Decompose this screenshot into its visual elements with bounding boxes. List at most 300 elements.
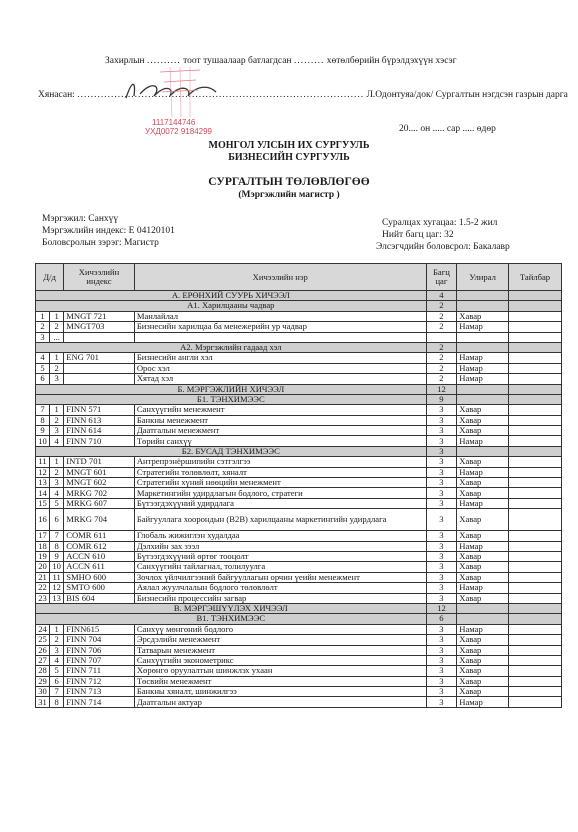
- course-name: Татварын менежмент: [134, 645, 426, 655]
- section-credit: 3: [426, 446, 457, 456]
- course-code: FINN 711: [64, 666, 135, 676]
- course-name: Бизнесийн харилцаа ба менежерийн ур чадвар: [134, 322, 426, 332]
- approval-end: хөтөлбөрийн бүрэлдэхүүн хэсэг: [326, 56, 457, 66]
- course-code: MNGT 601: [64, 467, 135, 477]
- row-number: 17: [36, 531, 50, 541]
- course-note: [509, 531, 562, 541]
- section-title: В1. ТЭНХИМЭЭС: [36, 614, 427, 624]
- duration: Суралцах хугацаа: 1.5-2 жил: [382, 218, 498, 228]
- section-row: [36, 394, 562, 404]
- row-number: 25: [36, 635, 50, 645]
- course-note: [509, 562, 562, 572]
- section-season: [457, 446, 509, 456]
- course-note: [509, 332, 562, 342]
- row-number: 10: [36, 436, 50, 446]
- section-credit: 2: [426, 301, 457, 311]
- section-title: А2. Мэргэжлийн гадаад хэл: [36, 342, 427, 352]
- table-row: [36, 488, 562, 498]
- course-code: MNGT703: [64, 322, 135, 332]
- course-name: Хятад хэл: [134, 374, 426, 384]
- course-code: INTD 701: [64, 457, 135, 467]
- course-note: [509, 311, 562, 321]
- row-subnumber: 2: [50, 322, 64, 332]
- curriculum-table: [35, 263, 562, 708]
- total-credits: Нийт багц цаг: 32: [382, 230, 454, 240]
- section-season: [457, 394, 509, 404]
- course-season: Намар: [457, 498, 509, 508]
- row-number: 18: [36, 541, 50, 551]
- course-note: [509, 426, 562, 436]
- table-body: [36, 291, 562, 708]
- row-subnumber: 9: [50, 551, 64, 561]
- table-row: [36, 436, 562, 446]
- row-subnumber: 11: [50, 572, 64, 582]
- table-row: [36, 332, 562, 342]
- table-row: [36, 457, 562, 467]
- course-name: Банкны хяналт, шинжилгээ: [134, 687, 426, 697]
- row-number: 29: [36, 676, 50, 686]
- table-row: [36, 583, 562, 593]
- section-title: Б2. БУСАД ТЭНХИМЭЭС: [36, 446, 427, 456]
- row-subnumber: 1: [50, 405, 64, 415]
- col-header-season: Улирал: [457, 264, 509, 291]
- course-name: Банкны менежмент: [134, 415, 426, 425]
- course-season: Хавар: [457, 645, 509, 655]
- course-credit: 3: [426, 415, 457, 425]
- section-note: [509, 394, 562, 404]
- course-credit: 2: [426, 353, 457, 363]
- course-code: [64, 332, 135, 342]
- course-note: [509, 666, 562, 676]
- course-season: Намар: [457, 541, 509, 551]
- course-name: Санхүүгийн менежмент: [134, 405, 426, 415]
- course-season: Намар: [457, 583, 509, 593]
- section-title: Б. МЭРГЭЖЛИЙН ХИЧЭЭЛ: [36, 384, 427, 394]
- row-subnumber: 1: [50, 353, 64, 363]
- course-season: Хавар: [457, 655, 509, 665]
- course-credit: 3: [426, 624, 457, 634]
- date-line: 20.... он ..... сар ..... өдөр: [399, 124, 496, 134]
- section-row: [36, 342, 562, 352]
- row-number: 4: [36, 353, 50, 363]
- course-code: BIS 604: [64, 593, 135, 603]
- doc-title: СУРГАЛТЫН ТӨЛӨВЛӨГӨӨ: [208, 176, 370, 188]
- row-subnumber: 2: [50, 363, 64, 373]
- table-row: [36, 676, 562, 686]
- course-name: Антрепрэнёршипийн сэтгэлгээ: [134, 457, 426, 467]
- row-subnumber: 12: [50, 583, 64, 593]
- course-season: Хавар: [457, 478, 509, 488]
- table-row: [36, 697, 562, 707]
- course-code: ACCN 611: [64, 562, 135, 572]
- stamp-text-1: 1117144746: [152, 118, 196, 127]
- section-season: [457, 603, 509, 613]
- row-number: 5: [36, 363, 50, 373]
- course-note: [509, 436, 562, 446]
- table-row: [36, 374, 562, 384]
- course-season: Намар: [457, 322, 509, 332]
- course-credit: 3: [426, 457, 457, 467]
- course-credit: 3: [426, 436, 457, 446]
- course-name: Санхүү мөнгөний бодлого: [134, 624, 426, 634]
- section-row: [36, 291, 562, 301]
- row-number: 15: [36, 498, 50, 508]
- course-season: Хавар: [457, 562, 509, 572]
- section-credit: 4: [426, 291, 457, 301]
- section-title: Б1. ТЭНХИМЭЭС: [36, 394, 427, 404]
- row-subnumber: ...: [50, 332, 64, 342]
- row-number: 19: [36, 551, 50, 561]
- row-subnumber: 2: [50, 415, 64, 425]
- course-code: MRKG 702: [64, 488, 135, 498]
- row-number: 11: [36, 457, 50, 467]
- course-credit: 2: [426, 322, 457, 332]
- section-title: А1. Харилцааны чадвар: [36, 301, 427, 311]
- course-code: FINN615: [64, 624, 135, 634]
- table-row: [36, 509, 562, 531]
- university-name: МОНГОЛ УЛСЫН ИХ СУРГУУЛЬ: [208, 140, 370, 151]
- row-number: 9: [36, 426, 50, 436]
- section-note: [509, 614, 562, 624]
- course-credit: 3: [426, 531, 457, 541]
- table-row: [36, 572, 562, 582]
- course-name: Орос хэл: [134, 363, 426, 373]
- course-code: [64, 374, 135, 384]
- row-subnumber: 4: [50, 655, 64, 665]
- course-note: [509, 478, 562, 488]
- table-row: [36, 531, 562, 541]
- stamp-text-2: УХД0072 9184299: [145, 127, 212, 136]
- section-note: [509, 342, 562, 352]
- row-subnumber: 2: [50, 467, 64, 477]
- course-season: Намар: [457, 436, 509, 446]
- course-season: Хавар: [457, 426, 509, 436]
- course-code: FINN 712: [64, 676, 135, 686]
- course-season: Хавар: [457, 457, 509, 467]
- course-note: [509, 405, 562, 415]
- approver-name: Л.Одонтуяа/док/ Сургалтын нэгдсэн газрын дарга: [366, 90, 568, 100]
- course-name: Эрсдэлийн менежмент: [134, 635, 426, 645]
- col-header-credit: Багц цаг: [426, 264, 457, 291]
- row-number: 12: [36, 467, 50, 477]
- approval-label: Захирлын: [105, 56, 145, 66]
- section-row: [36, 603, 562, 613]
- course-name: Санхүүгийн тайлагнал, толилуулга: [134, 562, 426, 572]
- row-subnumber: 8: [50, 541, 64, 551]
- course-code: FINN 710: [64, 436, 135, 446]
- course-name: Стратегийн хүний нөөцийн менежмент: [134, 478, 426, 488]
- course-name: Аялал жуулчлалын бодлого төлөвлөлт: [134, 583, 426, 593]
- row-subnumber: 7: [50, 531, 64, 541]
- section-season: [457, 301, 509, 311]
- table-row: [36, 645, 562, 655]
- course-credit: 3: [426, 551, 457, 561]
- table-row: [36, 624, 562, 634]
- course-code: FINN 714: [64, 697, 135, 707]
- course-credit: 3: [426, 426, 457, 436]
- course-note: [509, 687, 562, 697]
- course-credit: 3: [426, 635, 457, 645]
- course-name: Зочлох үйлчилгээний байгууллагын орчин үеийн менежмент: [134, 572, 426, 582]
- row-subnumber: 7: [50, 687, 64, 697]
- row-subnumber: 10: [50, 562, 64, 572]
- course-season: Хавар: [457, 509, 509, 531]
- table-row: [36, 467, 562, 477]
- section-title: А. ЕРӨНХИЙ СУУРЬ ХИЧЭЭЛ: [36, 291, 427, 301]
- course-code: FINN 614: [64, 426, 135, 436]
- course-note: [509, 467, 562, 477]
- section-note: [509, 291, 562, 301]
- row-subnumber: 1: [50, 624, 64, 634]
- row-number: 16: [36, 509, 50, 531]
- course-note: [509, 676, 562, 686]
- course-name: Манлайлал: [134, 311, 426, 321]
- course-name: Даатгалын менежмент: [134, 426, 426, 436]
- course-code: SMTO 600: [64, 583, 135, 593]
- course-code: FINN 571: [64, 405, 135, 415]
- section-credit: 9: [426, 394, 457, 404]
- col-header-num: Д/д: [36, 264, 64, 291]
- section-credit: 6: [426, 614, 457, 624]
- course-credit: 3: [426, 467, 457, 477]
- table-row: [36, 405, 562, 415]
- col-header-code: Хичээлийн индекс: [64, 264, 135, 291]
- row-subnumber: 5: [50, 666, 64, 676]
- course-credit: 3: [426, 405, 457, 415]
- section-row: [36, 301, 562, 311]
- course-season: Хавар: [457, 405, 509, 415]
- table-row: [36, 498, 562, 508]
- row-number: 14: [36, 488, 50, 498]
- course-name: Даатгалын актуар: [134, 697, 426, 707]
- course-name: Глобаль жижиглэн худалдаа: [134, 531, 426, 541]
- course-season: Хавар: [457, 488, 509, 498]
- course-credit: 3: [426, 583, 457, 593]
- row-number: 27: [36, 655, 50, 665]
- course-name: Бүтээгдэхүүний өртөг тооцолт: [134, 551, 426, 561]
- course-credit: 3: [426, 478, 457, 488]
- row-subnumber: 4: [50, 436, 64, 446]
- table-row: [36, 655, 562, 665]
- course-season: Хавар: [457, 593, 509, 603]
- checked-label: Хянасан:: [38, 90, 75, 100]
- course-season: Намар: [457, 467, 509, 477]
- table-row: [36, 593, 562, 603]
- degree: Боловсролын зэрэг: Магистр: [42, 238, 159, 248]
- row-number: 21: [36, 572, 50, 582]
- course-note: [509, 697, 562, 707]
- section-note: [509, 446, 562, 456]
- course-note: [509, 415, 562, 425]
- section-season: [457, 342, 509, 352]
- course-code: [64, 363, 135, 373]
- course-name: Байгууллага хоорондын (B2B) харилцааны маркетингийн удирдлага: [134, 509, 426, 531]
- course-season: Хавар: [457, 572, 509, 582]
- table-row: [36, 322, 562, 332]
- course-name: Дэлхийн зах зээл: [134, 541, 426, 551]
- course-credit: 3: [426, 666, 457, 676]
- course-season: Хавар: [457, 551, 509, 561]
- col-header-note: Тайлбар: [509, 264, 562, 291]
- doc-subtitle: (Мэргэжлийн магистр ): [238, 190, 340, 200]
- course-credit: 3: [426, 655, 457, 665]
- col-header-name: Хичээлийн нэр: [134, 264, 426, 291]
- course-code: MNGT 602: [64, 478, 135, 488]
- school-name: БИЗНЕСИЙН СУРГУУЛЬ: [228, 152, 350, 163]
- row-subnumber: 8: [50, 697, 64, 707]
- section-credit: 2: [426, 342, 457, 352]
- course-credit: [426, 332, 457, 342]
- row-number: 30: [36, 687, 50, 697]
- section-note: [509, 301, 562, 311]
- table-header-row: [36, 264, 562, 291]
- row-number: 2: [36, 322, 50, 332]
- table-row: [36, 666, 562, 676]
- course-note: [509, 363, 562, 373]
- course-name: Маркетингийн удирдлагын бодлого, стратеги: [134, 488, 426, 498]
- course-name: Стратегийн төлөвлөлт, хяналт: [134, 467, 426, 477]
- course-credit: 3: [426, 676, 457, 686]
- row-number: 23: [36, 593, 50, 603]
- course-credit: 3: [426, 572, 457, 582]
- row-subnumber: 1: [50, 311, 64, 321]
- course-name: Бизнесийн англи хэл: [134, 353, 426, 363]
- course-name: Хөрөнгө оруулалтын шинжлэх ухаан: [134, 666, 426, 676]
- row-number: 24: [36, 624, 50, 634]
- section-credit: 12: [426, 384, 457, 394]
- section-title: В. МЭРГЭШҮҮЛЭХ ХИЧЭЭЛ: [36, 603, 427, 613]
- table-row: [36, 687, 562, 697]
- row-number: 1: [36, 311, 50, 321]
- course-credit: 3: [426, 645, 457, 655]
- course-season: Намар: [457, 363, 509, 373]
- course-season: Хавар: [457, 676, 509, 686]
- section-note: [509, 384, 562, 394]
- course-name: Санхүүгийн эконометрикс: [134, 655, 426, 665]
- course-season: Хавар: [457, 687, 509, 697]
- row-subnumber: 13: [50, 593, 64, 603]
- row-subnumber: 3: [50, 374, 64, 384]
- row-number: 26: [36, 645, 50, 655]
- table-row: [36, 311, 562, 321]
- course-name: Бүтээгдэхүүний удирдлага: [134, 498, 426, 508]
- course-code: FINN 713: [64, 687, 135, 697]
- course-code: COMR 611: [64, 531, 135, 541]
- table-row: [36, 478, 562, 488]
- course-credit: 3: [426, 697, 457, 707]
- row-number: 7: [36, 405, 50, 415]
- course-note: [509, 635, 562, 645]
- table-row: [36, 635, 562, 645]
- course-credit: 3: [426, 541, 457, 551]
- table-row: [36, 426, 562, 436]
- specialty-index: Мэргэжлийн индекс: Е 04120101: [42, 226, 175, 236]
- course-credit: 2: [426, 363, 457, 373]
- course-code: FINN 704: [64, 635, 135, 645]
- course-code: FINN 706: [64, 645, 135, 655]
- row-number: 6: [36, 374, 50, 384]
- table-row: [36, 353, 562, 363]
- row-number: 22: [36, 583, 50, 593]
- section-note: [509, 603, 562, 613]
- course-note: [509, 457, 562, 467]
- checked-line: Хянасан: ..................................................................................... Л.Одонтуяа/док/ Сургалтын нэгдсэн газрын дарга: [38, 90, 568, 100]
- course-code: COMR 612: [64, 541, 135, 551]
- table-row: [36, 415, 562, 425]
- row-subnumber: 3: [50, 645, 64, 655]
- row-subnumber: 1: [50, 457, 64, 467]
- course-note: [509, 498, 562, 508]
- table-row: [36, 541, 562, 551]
- course-season: [457, 332, 509, 342]
- course-note: [509, 488, 562, 498]
- course-note: [509, 645, 562, 655]
- course-code: ACCN 610: [64, 551, 135, 561]
- course-season: Намар: [457, 353, 509, 363]
- row-subnumber: 3: [50, 478, 64, 488]
- section-row: [36, 446, 562, 456]
- section-row: [36, 614, 562, 624]
- specialty: Мэргэжил: Санхүү: [42, 214, 119, 224]
- row-number: 13: [36, 478, 50, 488]
- course-season: Хавар: [457, 635, 509, 645]
- course-code: MRKG 704: [64, 509, 135, 531]
- section-season: [457, 384, 509, 394]
- course-credit: 3: [426, 509, 457, 531]
- course-note: [509, 655, 562, 665]
- course-season: Намар: [457, 374, 509, 384]
- course-note: [509, 593, 562, 603]
- course-credit: 3: [426, 687, 457, 697]
- course-note: [509, 374, 562, 384]
- row-number: 3: [36, 332, 50, 342]
- course-season: Хавар: [457, 311, 509, 321]
- course-credit: 2: [426, 311, 457, 321]
- row-subnumber: 3: [50, 426, 64, 436]
- course-note: [509, 509, 562, 531]
- row-number: 28: [36, 666, 50, 676]
- row-subnumber: 6: [50, 509, 64, 531]
- course-note: [509, 322, 562, 332]
- section-row: [36, 384, 562, 394]
- entry-level: Элсэгчдийн боловсрол: Бакалавр: [376, 242, 510, 252]
- course-note: [509, 541, 562, 551]
- course-season: Хавар: [457, 531, 509, 541]
- course-credit: 3: [426, 562, 457, 572]
- row-number: 20: [36, 562, 50, 572]
- row-subnumber: 6: [50, 676, 64, 686]
- course-name: Бизнесийн процессийн загвар: [134, 593, 426, 603]
- course-code: MRKG 607: [64, 498, 135, 508]
- row-number: 31: [36, 697, 50, 707]
- course-credit: 2: [426, 374, 457, 384]
- course-name: [134, 332, 426, 342]
- approval-line: Захирлын .......... тоот тушаалаар батлагдсан ......... хөтөлбөрийн бүрэлдэхүүн хэсэг: [105, 56, 457, 66]
- course-note: [509, 551, 562, 561]
- course-season: Намар: [457, 697, 509, 707]
- course-credit: 3: [426, 593, 457, 603]
- course-note: [509, 583, 562, 593]
- course-name: Төсвийн менежмент: [134, 676, 426, 686]
- section-credit: 12: [426, 603, 457, 613]
- course-credit: 3: [426, 498, 457, 508]
- approval-middle: тоот тушаалаар батлагдсан: [183, 56, 292, 66]
- row-number: 8: [36, 415, 50, 425]
- course-code: MNGT 721: [64, 311, 135, 321]
- course-code: ENG 701: [64, 353, 135, 363]
- section-season: [457, 291, 509, 301]
- course-season: Хавар: [457, 666, 509, 676]
